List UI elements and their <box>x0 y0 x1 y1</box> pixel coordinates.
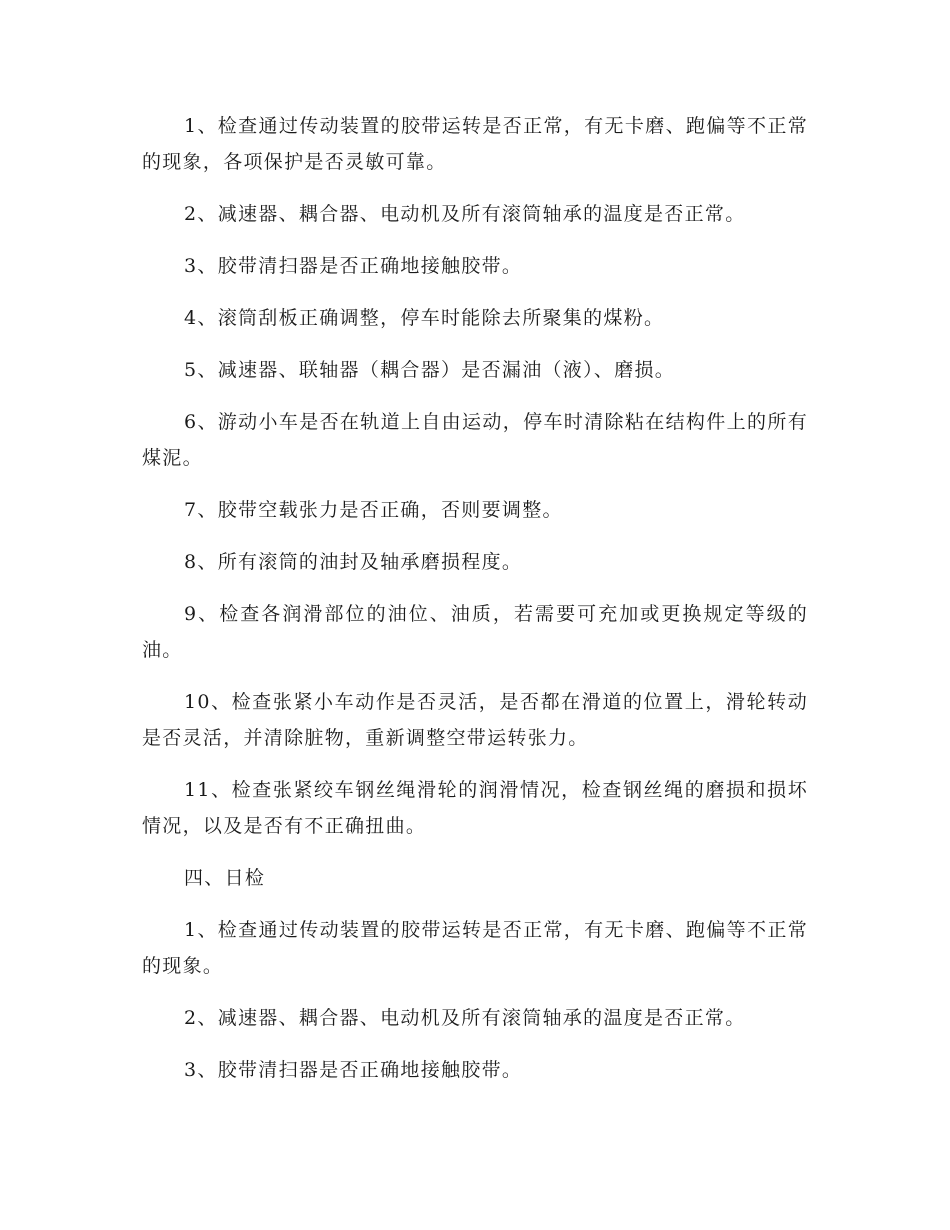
daily-check-item-2: 2、减速器、耦合器、电动机及所有滚筒轴承的温度是否正常。 <box>184 1007 746 1029</box>
paragraph-item-1: 1、检查通过传动装置的胶带运转是否正常，有无卡磨、跑偏等不正常的现象，各项保护是否灵敏可靠。 <box>142 115 808 173</box>
paragraph-item-5: 5、减速器、联轴器（耦合器）是否漏油（液）、磨损。 <box>184 359 676 381</box>
daily-check-item-1: 1、检查通过传动装置的胶带运转是否正常，有无卡磨、跑偏等不正常的现象。 <box>142 919 808 977</box>
section-heading-daily-check: 四、日检 <box>184 867 266 889</box>
paragraph-item-11: 11、检查张紧绞车钢丝绳滑轮的润滑情况，检查钢丝绳的磨损和损坏情况，以及是否有不正确扭曲。 <box>142 779 808 837</box>
paragraph-item-6: 6、游动小车是否在轨道上自由运动，停车时清除粘在结构件上的所有煤泥。 <box>142 411 808 469</box>
paragraph-item-2: 2、减速器、耦合器、电动机及所有滚筒轴承的温度是否正常。 <box>184 203 746 225</box>
daily-check-item-3: 3、胶带清扫器是否正确地接触胶带。 <box>184 1059 523 1081</box>
paragraph-item-8: 8、所有滚筒的油封及轴承磨损程度。 <box>184 551 523 573</box>
document-body <box>142 108 808 1104</box>
paragraph-item-10: 10、检查张紧小车动作是否灵活，是否都在滑道的位置上，滑轮转动是否灵活，并清除脏物，重新调整空带运转张力。 <box>142 691 808 749</box>
paragraph-item-3: 3、胶带清扫器是否正确地接触胶带。 <box>184 255 523 277</box>
paragraph-item-4: 4、滚筒刮板正确调整，停车时能除去所聚集的煤粉。 <box>184 307 665 329</box>
paragraph-item-7: 7、胶带空载张力是否正确，否则要调整。 <box>184 499 563 521</box>
paragraph-item-9: 9、检查各润滑部位的油位、油质，若需要可充加或更换规定等级的油。 <box>142 603 808 661</box>
